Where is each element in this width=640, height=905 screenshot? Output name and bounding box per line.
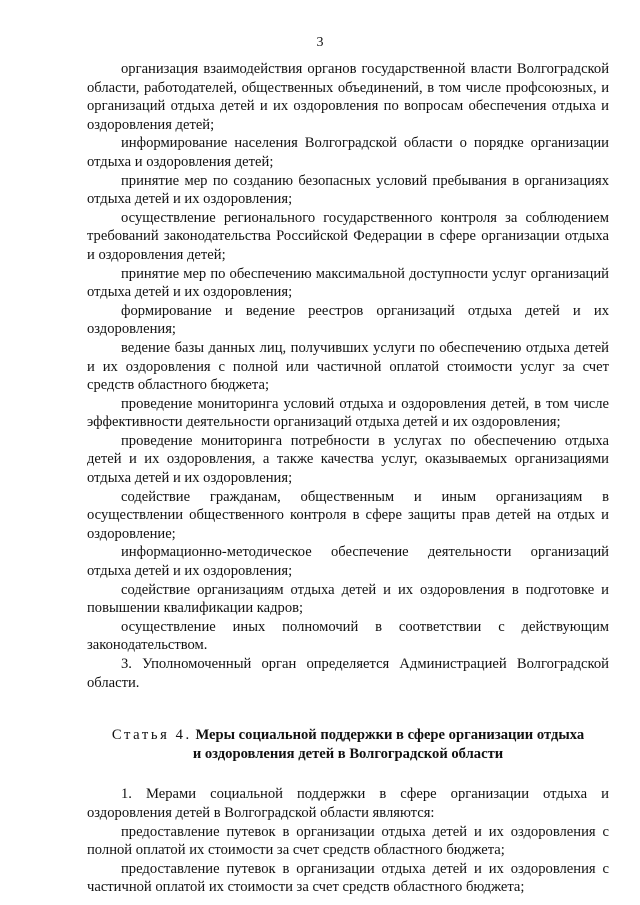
article-label: Статья 4. [111, 727, 192, 744]
paragraph: формирование и ведение реестров организаций отдыха детей и их оздоровления; [87, 302, 609, 338]
paragraph: информирование населения Волгоградской области о порядке организации отдыха и оздоровления детей; [87, 135, 609, 170]
page-number: 3 [316, 35, 324, 50]
paragraph: содействие организациям отдыха детей и их оздоровления в подготовке и повышении квалификации кадров; [87, 581, 609, 617]
paragraph: информационно-методическое обеспечение деятельности организаций отдыха детей и их оздоровления; [87, 544, 609, 580]
article-heading [87, 726, 609, 763]
article-heading-line-1 [87, 726, 609, 745]
paragraph: принятие мер по обеспечению максимальной доступности услуг организаций отдыха детей и их оздоровления; [87, 265, 609, 301]
paragraph: принятие мер по созданию безопасных условий пребывания в организациях отдыха детей и их оздоровления; [87, 172, 609, 208]
paragraph: 1. Мерами социальной поддержки в сфере организации отдыха и оздоровления детей в Волгоградской области являются: [87, 786, 609, 821]
paragraph: предоставление путевок в организации отдыха детей и их оздоровления с частичной оплатой их стоимости за счет средств областного бюджета; [87, 860, 609, 896]
paragraph: ведение базы данных лиц, получивших услуги по обеспечению отдыха детей и их оздоровления с полной или частичной оплатой стоимости услуг за счет средств областного бюджета; [87, 339, 609, 394]
paragraph: проведение мониторинга условий отдыха и оздоровления детей, в том числе эффективности деятельности организаций отдыха детей и их оздоровления; [87, 395, 609, 431]
paragraph: организация взаимодействия органов государственной власти Волгоградской области, работодателей, общественных объединений, в том числе профсоюзных, и организаций отдыха детей и их оздоровления по вопросам обеспечения отдыха и оздоровления детей; [87, 61, 609, 133]
paragraph: осуществление иных полномочий в соответствии с действующим законодательством. [87, 618, 609, 654]
paragraph: осуществление регионального государственного контроля за соблюдением требований законодательства Российской Федерации в сфере организации отдыха и оздоровления детей; [87, 209, 609, 263]
document-body [87, 60, 609, 897]
article-title-line-1: Меры социальной поддержки в сфере организации отдыха [195, 727, 585, 744]
article-title-line-2: и оздоровления детей в Волгоградской области [192, 745, 504, 762]
paragraph: проведение мониторинга потребности в услугах по обеспечению отдыха детей и их оздоровления, а также качества услуг, оказываемых организациями отдыха детей и их оздоровления; [87, 432, 609, 487]
paragraph: содействие гражданам, общественным и иным организациям в осуществлении общественного контроля в сфере защиты прав детей на отдых и оздоровление; [87, 488, 609, 542]
paragraph: 3. Уполномоченный орган определяется Администрацией Волгоградской области. [87, 656, 609, 691]
paragraph: предоставление путевок в организации отдыха детей и их оздоровления с полной оплатой их стоимости за счет средств областного бюджета; [87, 823, 609, 859]
